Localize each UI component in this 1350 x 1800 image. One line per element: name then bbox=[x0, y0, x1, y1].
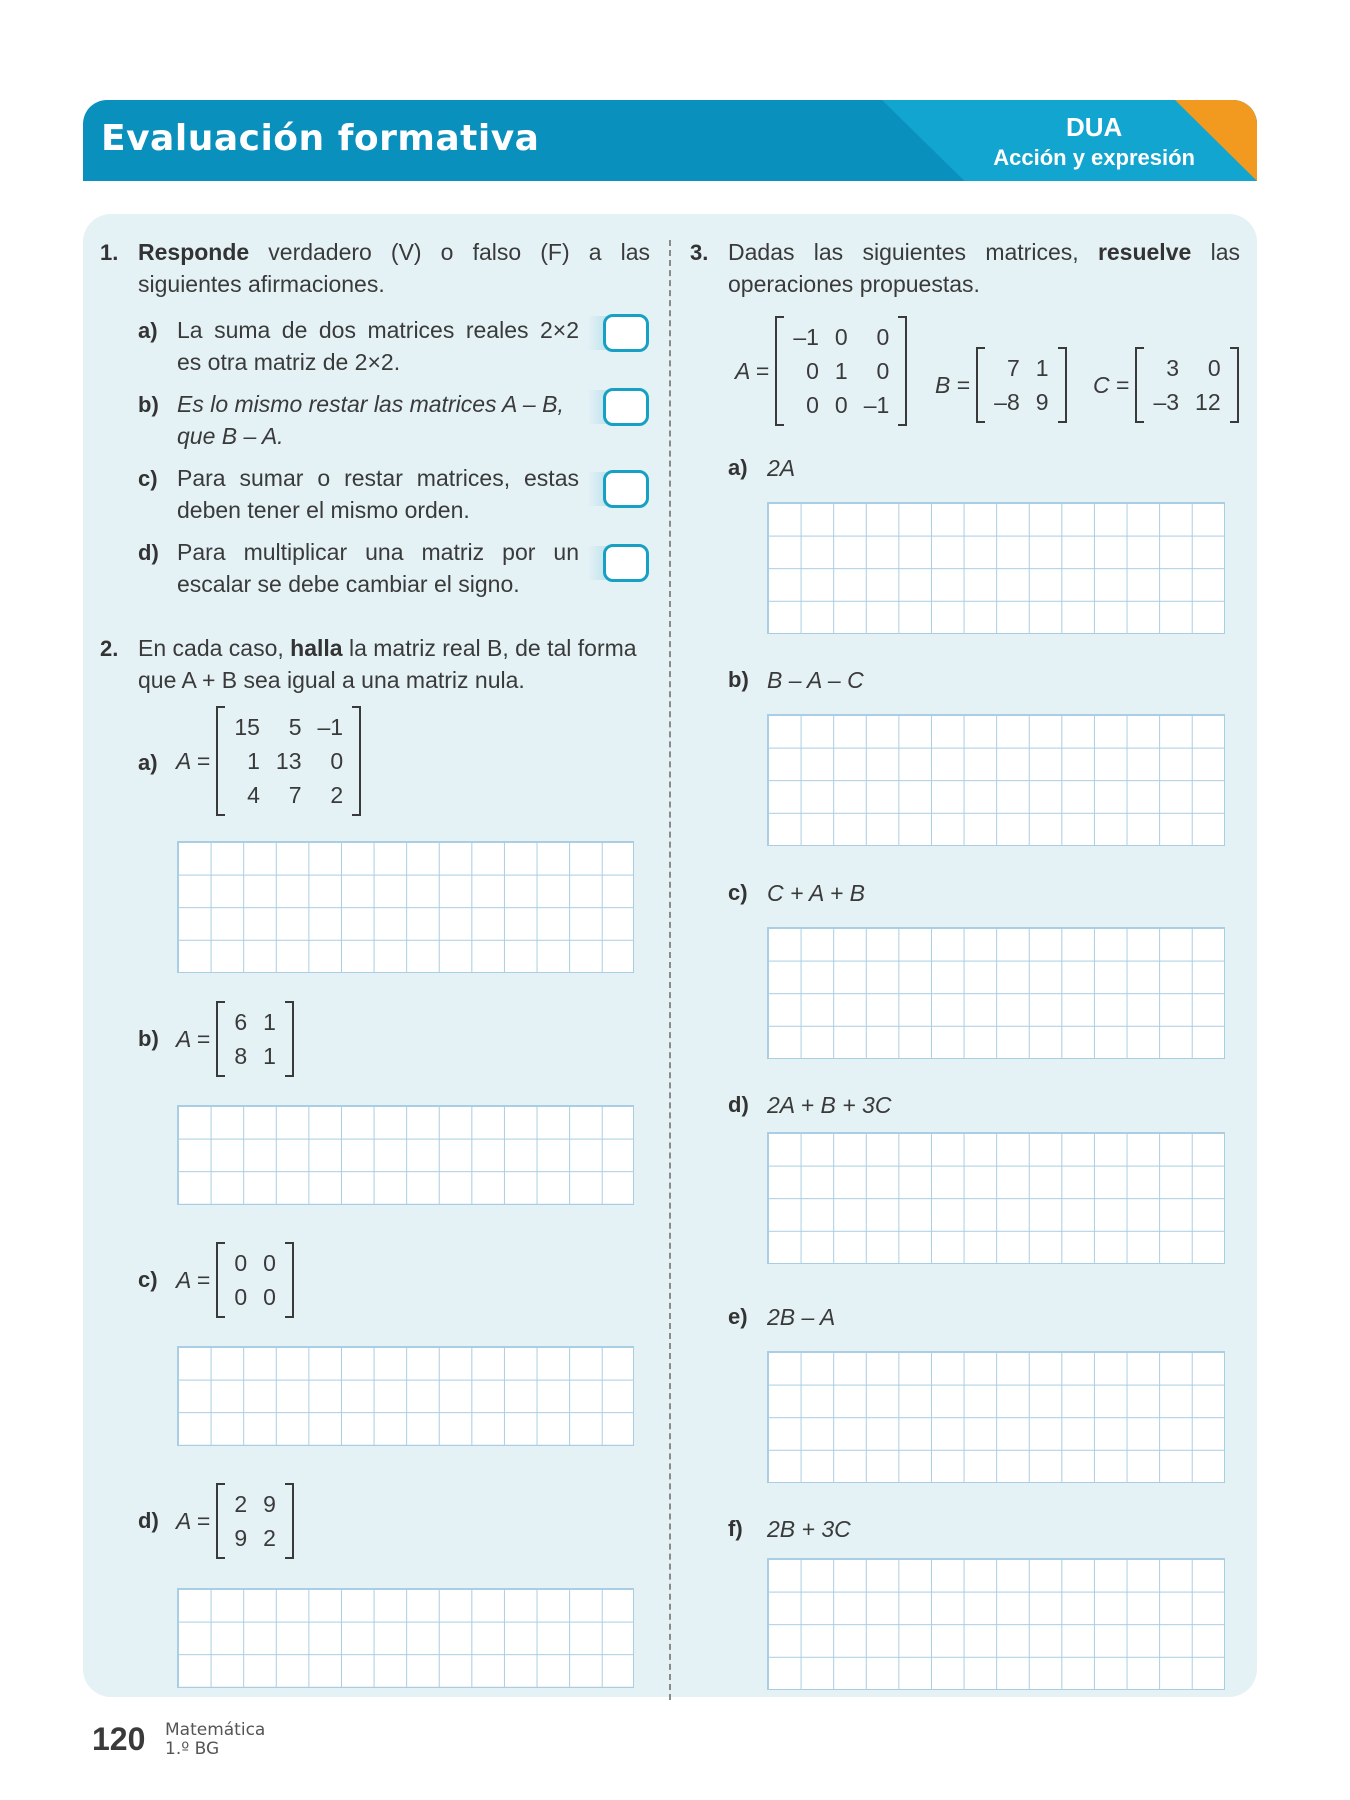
q3-matrix-c bbox=[1093, 347, 1239, 423]
q3-matrix-c-name: C = bbox=[1093, 371, 1130, 398]
page-number: 120 bbox=[92, 1721, 146, 1757]
q3f-answer-grid[interactable] bbox=[767, 1558, 1225, 1690]
q3f-expression: 2B + 3C bbox=[767, 1516, 851, 1542]
matrix-cell: 0 bbox=[234, 1284, 248, 1310]
matrix-cell: 0 bbox=[263, 1250, 276, 1276]
matrix-cell: 0 bbox=[876, 358, 890, 384]
matrix-cell: 9 bbox=[1035, 389, 1049, 415]
q2b-label: b) bbox=[138, 1026, 159, 1051]
q2-text-1: En cada caso, bbox=[138, 635, 291, 661]
q2b-matrix-name: A = bbox=[176, 1025, 211, 1052]
matrix-cell: 0 bbox=[806, 358, 819, 384]
q3c-label: c) bbox=[728, 880, 748, 905]
q3f-label: f) bbox=[728, 1516, 743, 1541]
q2d-answer-grid[interactable] bbox=[177, 1588, 634, 1688]
q3-verb: resuelve bbox=[1097, 239, 1192, 265]
section-header bbox=[83, 100, 1257, 181]
q1-statement bbox=[138, 236, 650, 300]
subject-name: Matemática bbox=[165, 1720, 266, 1740]
dua-subtitle: Acción y expresión bbox=[993, 145, 1195, 170]
q3a-answer-grid[interactable] bbox=[767, 502, 1225, 634]
matrix-cell: 2 bbox=[330, 782, 344, 808]
dua-label: DUA bbox=[1065, 112, 1123, 142]
q1d-text: Para multiplicar una matriz por un escalar se debe cambiar el signo. bbox=[177, 539, 579, 597]
q2d-matrix bbox=[176, 1483, 294, 1559]
q1-verb: Responde bbox=[138, 239, 250, 265]
q3e-answer-grid[interactable] bbox=[767, 1351, 1225, 1483]
q3c-answer-grid[interactable] bbox=[767, 927, 1225, 1059]
matrix-cell: 1 bbox=[1035, 355, 1049, 381]
q3c-expression: C + A + B bbox=[767, 880, 866, 906]
grade-level: 1.º BG bbox=[165, 1739, 220, 1759]
q3d-label: d) bbox=[728, 1092, 749, 1117]
q3b-expression: B – A – C bbox=[767, 667, 864, 693]
matrix-cell: 1 bbox=[834, 358, 848, 384]
q3-matrix-a bbox=[735, 316, 907, 426]
q3-number: 3. bbox=[690, 240, 709, 265]
matrix-cell: 0 bbox=[834, 324, 848, 350]
matrix-cell: 5 bbox=[288, 714, 302, 740]
q2-verb: halla bbox=[290, 635, 343, 661]
q3-text-1: Dadas las siguientes matrices, bbox=[728, 239, 1098, 265]
q3d-answer-grid[interactable] bbox=[767, 1132, 1225, 1264]
q3a-expression: 2A bbox=[767, 455, 796, 481]
q1b-label: b) bbox=[138, 392, 159, 417]
matrix-symbol: B bbox=[935, 371, 951, 398]
q3a-label: a) bbox=[728, 455, 748, 480]
q2c-matrix bbox=[176, 1242, 294, 1318]
matrix-symbol: A bbox=[176, 747, 191, 774]
matrix-symbol: A bbox=[176, 1507, 191, 1534]
q2c-matrix-name: A = bbox=[176, 1266, 211, 1293]
q1c-answer-box[interactable] bbox=[603, 470, 649, 508]
matrix-cell: –1 bbox=[317, 714, 344, 740]
q3-matrix-a-name: A = bbox=[735, 357, 770, 384]
q1b-answer-box[interactable] bbox=[603, 388, 649, 426]
matrix-cell: 8 bbox=[234, 1043, 248, 1069]
dua-badge bbox=[993, 112, 1195, 171]
q2-text-2: la matriz real B, de tal forma que A + B sea igual a una matriz nula. bbox=[138, 635, 637, 693]
matrix-cell: 0 bbox=[234, 1250, 248, 1276]
matrix-cell: 3 bbox=[1166, 355, 1180, 381]
matrix-cell: 9 bbox=[263, 1491, 276, 1517]
matrix-cell: 9 bbox=[234, 1525, 248, 1551]
matrix-cell: 12 bbox=[1195, 389, 1221, 415]
matrix-symbol: C bbox=[1093, 371, 1110, 398]
matrix-cell: 6 bbox=[234, 1009, 248, 1035]
q1c-label: c) bbox=[138, 466, 158, 491]
q2d-matrix-name: A = bbox=[176, 1507, 211, 1534]
q1d-label: d) bbox=[138, 540, 159, 565]
q2d-label: d) bbox=[138, 1508, 159, 1533]
q3-matrix-b-name: B = bbox=[935, 371, 971, 398]
matrix-cell: 0 bbox=[1207, 355, 1221, 381]
matrix-cell: 4 bbox=[247, 782, 260, 808]
q2a-matrix-name: A = bbox=[176, 747, 211, 774]
q3d-expression: 2A + B + 3C bbox=[767, 1092, 892, 1118]
q2c-label: c) bbox=[138, 1267, 158, 1292]
footer-subject bbox=[165, 1721, 265, 1759]
matrix-cell: 7 bbox=[288, 782, 302, 808]
q3-text-2: las operaciones propuestas. bbox=[728, 239, 1240, 297]
column-divider bbox=[669, 240, 671, 1700]
matrix-cell: 7 bbox=[1006, 355, 1020, 381]
q3-statement bbox=[728, 236, 1240, 300]
q2a-label: a) bbox=[138, 750, 158, 775]
matrix-cell: 0 bbox=[263, 1284, 276, 1310]
q1-number: 1. bbox=[100, 240, 119, 265]
matrix-cell: 13 bbox=[275, 748, 302, 774]
q2-number: 2. bbox=[100, 636, 119, 661]
q3-matrix-b bbox=[935, 347, 1067, 423]
matrix-cell: 2 bbox=[234, 1491, 248, 1517]
matrix-cell: –3 bbox=[1153, 389, 1180, 415]
matrix-symbol: A bbox=[735, 357, 750, 384]
matrix-cell: 1 bbox=[263, 1043, 276, 1069]
q3b-answer-grid[interactable] bbox=[767, 714, 1225, 846]
matrix-cell: 2 bbox=[263, 1525, 276, 1551]
matrix-cell: 0 bbox=[876, 324, 890, 350]
q2b-matrix bbox=[176, 1001, 294, 1077]
matrix-cell: –8 bbox=[994, 389, 1020, 415]
matrix-symbol: A bbox=[176, 1025, 191, 1052]
matrix-symbol: A bbox=[176, 1266, 191, 1293]
q1-text: verdadero (V) o falso (F) a las siguientes afirmaciones. bbox=[138, 239, 650, 297]
q1a-text: La suma de dos matrices reales 2×2 es otra matriz de 2×2. bbox=[177, 317, 579, 375]
q3b-label: b) bbox=[728, 667, 749, 692]
q2a-answer-grid[interactable] bbox=[177, 841, 634, 973]
q1d-answer-box[interactable] bbox=[603, 544, 649, 582]
q3e-label: e) bbox=[728, 1304, 748, 1329]
matrix-cell: 0 bbox=[834, 392, 848, 418]
matrix-cell: 1 bbox=[263, 1009, 276, 1035]
q1a-label: a) bbox=[138, 318, 158, 343]
q1c-text: Para sumar o restar matrices, estas deben tener el mismo orden. bbox=[177, 465, 579, 523]
q2-statement bbox=[138, 632, 650, 696]
matrix-cell: 15 bbox=[234, 714, 260, 740]
matrix-cell: 1 bbox=[247, 748, 260, 774]
matrix-cell: –1 bbox=[793, 324, 819, 350]
q1b-text: Es lo mismo restar las matrices A – B, que B – A. bbox=[177, 391, 564, 449]
matrix-cell: 0 bbox=[806, 392, 819, 418]
q2b-answer-grid[interactable] bbox=[177, 1105, 634, 1205]
page-title: Evaluación formativa bbox=[101, 118, 540, 159]
matrix-cell: –1 bbox=[863, 392, 890, 418]
q2a-matrix bbox=[176, 706, 361, 816]
q1a-answer-box[interactable] bbox=[603, 314, 649, 352]
q3e-expression: 2B – A bbox=[767, 1304, 836, 1330]
matrix-cell: 0 bbox=[330, 748, 344, 774]
q2c-answer-grid[interactable] bbox=[177, 1346, 634, 1446]
